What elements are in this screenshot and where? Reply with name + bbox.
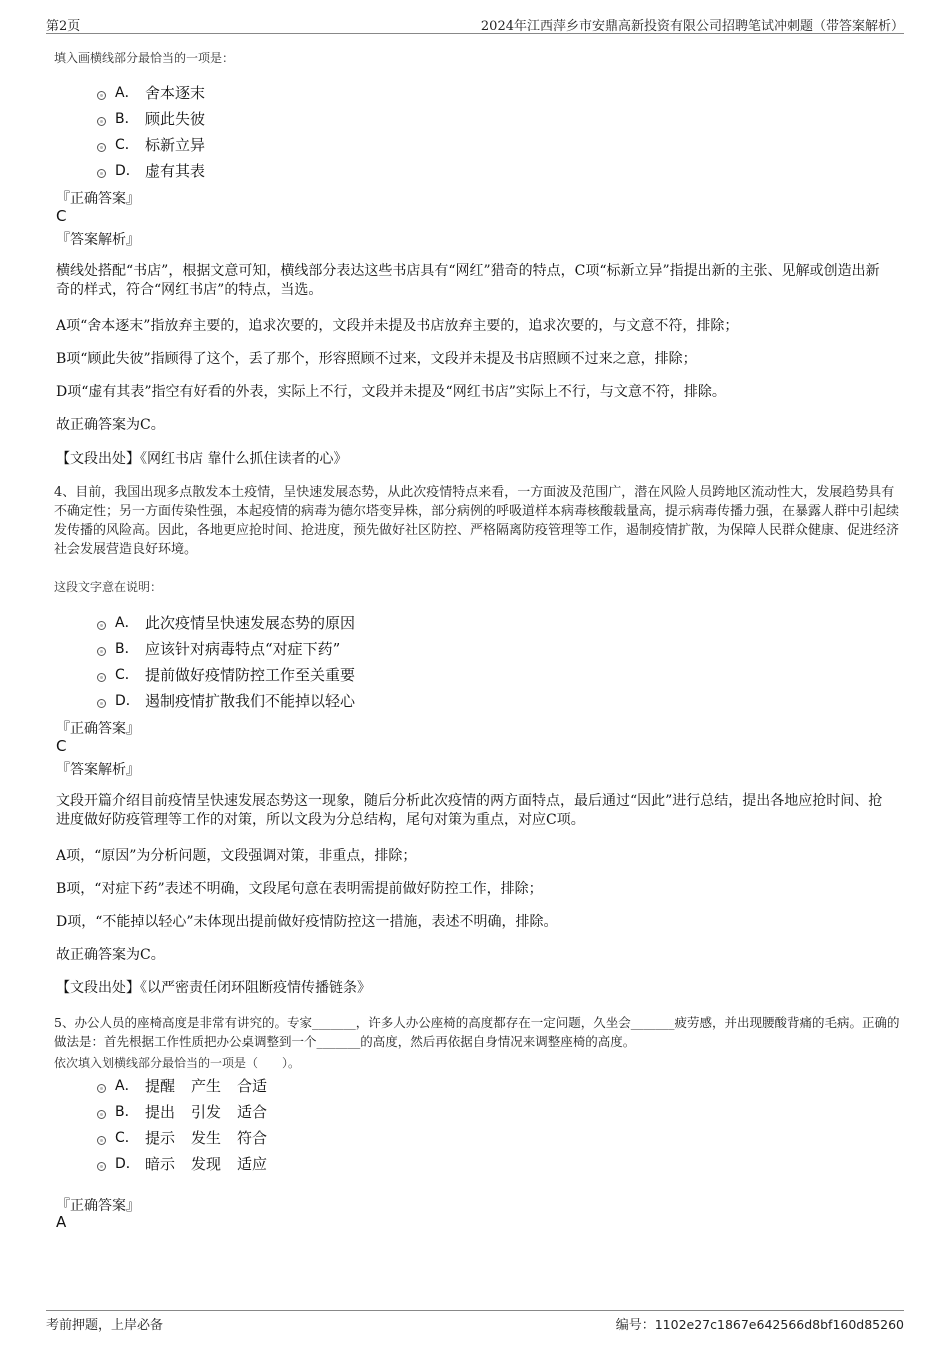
option-text: 标新立异 [145,136,206,154]
option-label: C． [115,667,139,683]
radio-icon[interactable] [97,1084,106,1093]
radio-icon[interactable] [97,1110,106,1119]
option-label: B． [115,111,139,127]
radio-icon[interactable] [97,1162,106,1171]
radio-icon[interactable] [97,143,106,152]
q5-prompt: 依次填入划横线部分最恰当的一项是（ ）。 [54,1056,301,1070]
q4-answer: C [56,737,67,755]
option-text: 提前做好疫情防控工作至关重要 [145,666,356,684]
q5-answer: A [56,1213,67,1231]
q4-analysis-heading: 『答案解析』 [56,762,140,778]
q4-analysis-paragraph: A项，“原因”为分析问题，文段强调对策，非重点，排除； [56,848,417,864]
page-number: 第2页 [46,19,81,34]
radio-icon[interactable] [97,117,106,126]
radio-icon[interactable] [97,647,106,656]
option-word: 适应 [237,1155,268,1173]
option-label: D． [115,693,140,709]
option-label: A． [115,615,139,631]
footer-slogan: 考前押题，上岸必备 [46,1318,164,1333]
option-word: 暗示 [145,1155,176,1173]
q4-analysis-paragraph: B项，“对症下药”表述不明确，文段尾句意在表明需提前做好防控工作，排除； [56,881,543,897]
radio-icon[interactable] [97,699,106,708]
q3-analysis-heading: 『答案解析』 [56,232,140,248]
q3-analysis-conclusion: 故正确答案为C。 [56,417,165,433]
option-label: D． [115,1156,140,1172]
q5-stem: 5、办公人员的座椅高度是非常有讲究的。专家_______，许多人办公座椅的高度都存在一定问题，久坐会_______疲劳感，并出现腰酸背痛的毛病。正确的做法是：首先根据工作性质把办公桌调整到一个_______的高度，然后再依据自身情况来调整座椅的高度。 [54,1015,900,1049]
option-word: 提醒 [145,1077,176,1095]
option-label: B． [115,641,139,657]
radio-icon[interactable] [97,673,106,682]
header-rule [46,33,904,34]
q3-prompt: 填入画横线部分最恰当的一项是： [54,51,235,65]
option-label: A． [115,1078,139,1094]
q4-stem: 4、目前，我国出现多点散发本土疫情，呈快速发展态势，从此次疫情特点来看，一方面波及范围广，潜在风险人员跨地区流动性大，发展趋势具有不确定性；另一方面传染性强，本起疫情的病毒为德尔塔变异株，部分病例的呼吸道样本病毒核酸载量高，提示病毒传播力强，在暴露人群中引起续发传播的风险高。因此，各地更应抢时间、抢进度，预先做好社区防控、严格隔离防疫管理等工作，遏制疫情扩散，为保障人民群众健康、促进经济社会发展营造良好环境。 [54,485,900,557]
q4-analysis-paragraph: 文段开篇介绍目前疫情呈快速发展态势这一现象，随后分析此次疫情的两方面特点，最后通过“因此”进行总结，提出各地应抢时间、抢进度做好防疫管理等工作的对策，所以文段为分总结构，尾句对策为重点，对应C项。 [56,793,883,828]
radio-icon[interactable] [97,91,106,100]
footer-code-value: 1102e27c1867e642566d8bf160d85260 [654,1317,904,1332]
option-text: 应该针对病毒特点“对症下药” [145,640,341,658]
q3-analysis-paragraph: D项“虚有其表”指空有好看的外表，实际上不行，文段并未提及“网红书店”实际上不行，与文意不符，排除。 [56,384,726,400]
q4-analysis-conclusion: 故正确答案为C。 [56,947,165,963]
radio-icon[interactable] [97,1136,106,1145]
radio-icon[interactable] [97,169,106,178]
q3-analysis-paragraph: A项“舍本逐末”指放弃主要的，追求次要的，文段并未提及书店放弃主要的，追求次要的，与文意不符，排除； [56,318,739,334]
option-label: B． [115,1104,139,1120]
option-label: D． [115,163,140,179]
option-word: 合适 [237,1077,268,1095]
q3-analysis-paragraph: B项“顾此失彼”指顾得了这个，丢了那个，形容照顾不过来，文段并未提及书店照顾不过来之意，排除； [56,351,697,367]
footer-rule [46,1310,904,1311]
option-word: 发生 [191,1129,222,1147]
option-text: 此次疫情呈快速发展态势的原因 [145,614,356,632]
option-word: 符合 [237,1129,268,1147]
radio-icon[interactable] [97,621,106,630]
option-label: C． [115,1130,139,1146]
q3-analysis-paragraph: 横线处搭配“书店”，根据文意可知，横线部分表达这些书店具有“网红”猎奇的特点，C项“标新立异”指提出新的主张、见解或创造出新奇的样式，符合“网红书店”的特点，当选。 [56,263,880,298]
option-word: 发现 [191,1155,222,1173]
q4-prompt: 这段文字意在说明： [54,580,163,594]
q3-answer-heading: 『正确答案』 [56,191,140,207]
document-title: 2024年江西萍乡市安鼎高新投资有限公司招聘笔试冲刺题（带答案解析） [480,19,904,34]
q3-answer: C [56,207,67,225]
option-text: 遏制疫情扩散我们不能掉以轻心 [145,692,356,710]
option-word: 适合 [237,1103,268,1121]
option-text: 舍本逐末 [145,84,206,102]
option-label: C． [115,137,139,153]
q5-answer-heading: 『正确答案』 [56,1198,140,1214]
footer-code-label: 编号： [615,1318,655,1333]
q4-analysis-paragraph: D项，“不能掉以轻心”未体现出提前做好疫情防控这一措施，表述不明确，排除。 [56,914,558,930]
footer-code [616,1314,904,1333]
option-word: 提出 [145,1103,176,1121]
option-text: 虚有其表 [145,162,206,180]
option-label: A． [115,85,139,101]
q3-source: 【文段出处】《网红书店 靠什么抓住读者的心》 [56,451,348,467]
option-word: 产生 [191,1077,222,1095]
option-word: 提示 [145,1129,176,1147]
option-word: 引发 [191,1103,222,1121]
q4-answer-heading: 『正确答案』 [56,721,140,737]
q4-source: 【文段出处】《以严密责任闭环阻断疫情传播链条》 [56,980,371,996]
option-text: 顾此失彼 [145,110,206,128]
